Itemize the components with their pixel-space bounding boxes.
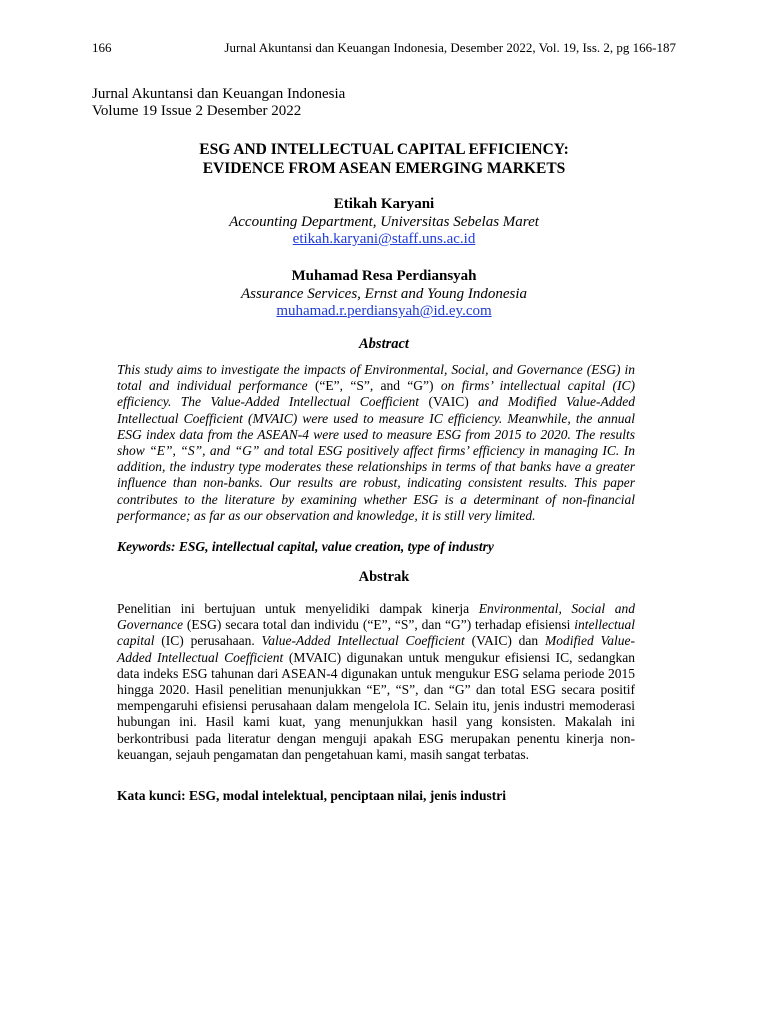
author-affiliation: Accounting Department, Universitas Sebelas Maret: [229, 213, 539, 230]
title-line-2: EVIDENCE FROM ASEAN EMERGING MARKETS: [202, 160, 566, 177]
author-email-link[interactable]: etikah.karyani@staff.uns.ac.id: [292, 231, 476, 247]
abstrak-part: (VAIC) dan: [464, 633, 545, 649]
author-name: Muhamad Resa Perdiansyah: [291, 268, 477, 284]
abstract-part: on firms’ intellectual capital (IC) efficiency. The Value-Added Intellectual Coefficient: [117, 378, 635, 410]
page-number: 166: [92, 40, 112, 55]
abstract-part: (“E”, “S”, and “G”): [314, 378, 434, 394]
abstrak-heading: Abstrak: [358, 569, 410, 585]
abstrak-part: Penelitian ini bertujuan untuk menyelidiki dampak kinerja: [117, 601, 479, 616]
abstrak-part: (ESG) secara total dan individu (“E”, “S”, dan “G”) terhadap efisiensi: [182, 617, 575, 633]
kata-kunci: Kata kunci: ESG, modal intelektual, penciptaan nilai, jenis industri: [117, 788, 506, 803]
abstrak-part: Modified Value-Added Intellectual Coefficient: [117, 633, 635, 665]
journal-info: [92, 86, 345, 120]
abstract-part: This study aims to investigate the impacts of Environmental, Social, and Governance (ESG) in total and individual performance: [117, 362, 635, 394]
author-email-link[interactable]: muhamad.r.perdiansyah@id.ey.com: [276, 303, 492, 319]
author-name: Etikah Karyani: [333, 196, 435, 212]
abstrak-part: Value-Added Intellectual Coefficient: [261, 633, 465, 649]
abstract-heading: Abstract: [359, 336, 409, 352]
abstract-part: (VAIC): [428, 394, 469, 410]
abstract-part: and Modified Value-Added Intellectual Coefficient (MVAIC) were used to measure IC efficiency. Meanwhile, the annual ESG index data from the ASEAN-4 were used to measure ESG from 2015 to 2020. The results show “E”, “S”, and “G” and total ESG positively affect firms’ efficiency in managing IC. In addition, the industry type moderates these relationships in terms of that banks have a greater influence than non-banks. Our results are robust, indicating consistent results. This paper contributes to the literature by examining whether ESG is a determinant of non-financial performance; as far as our observation and knowledge, it is still very limited.: [117, 394, 635, 523]
journal-issue: Volume 19 Issue 2 Desember 2022: [92, 103, 302, 119]
author-1: [60, 196, 708, 249]
journal-name: Jurnal Akuntansi dan Keuangan Indonesia: [92, 86, 346, 102]
abstrak-part: (IC) perusahaan.: [154, 633, 262, 649]
abstrak-part: intellectual capital: [117, 617, 635, 649]
author-2: [60, 268, 708, 321]
abstrak-text: [117, 601, 635, 763]
abstract-text: [117, 362, 635, 524]
abstrak-part: (MVAIC) digunakan untuk mengukur efisiensi IC, sedangkan data indeks ESG tahunan dari ASEAN-4 digunakan untuk mengukur ESG selama periode 2015 hingga 2020. Hasil penelitian menunjukkan “E”, “S”, dan “G” dan total ESG secara positif mempengaruhi efisiensi perusahaan dalam mengelola IC. Selain itu, jenis industri memoderasi hubungan ini. Hasil kami kuat, yang menunjukkan hasil yang konsisten. Makalah ini berkontribusi pada literatur dengan menguji apakah ESG merupakan penentu kinerja non-keuangan, sejauh pengamatan dan pengetahuan kami, masih sangat terbatas.: [117, 649, 635, 762]
abstrak-part: Environmental, Social and Governance: [117, 601, 635, 633]
journal-citation: Jurnal Akuntansi dan Keuangan Indonesia, Desember 2022, Vol. 19, Iss. 2, pg 166-187: [224, 40, 676, 55]
keywords: Keywords: ESG, intellectual capital, value creation, type of industry: [117, 539, 494, 554]
title-line-1: ESG AND INTELLECTUAL CAPITAL EFFICIENCY:: [199, 141, 569, 158]
author-affiliation: Assurance Services, Ernst and Young Indonesia: [240, 285, 528, 302]
paper-title: [60, 140, 708, 178]
